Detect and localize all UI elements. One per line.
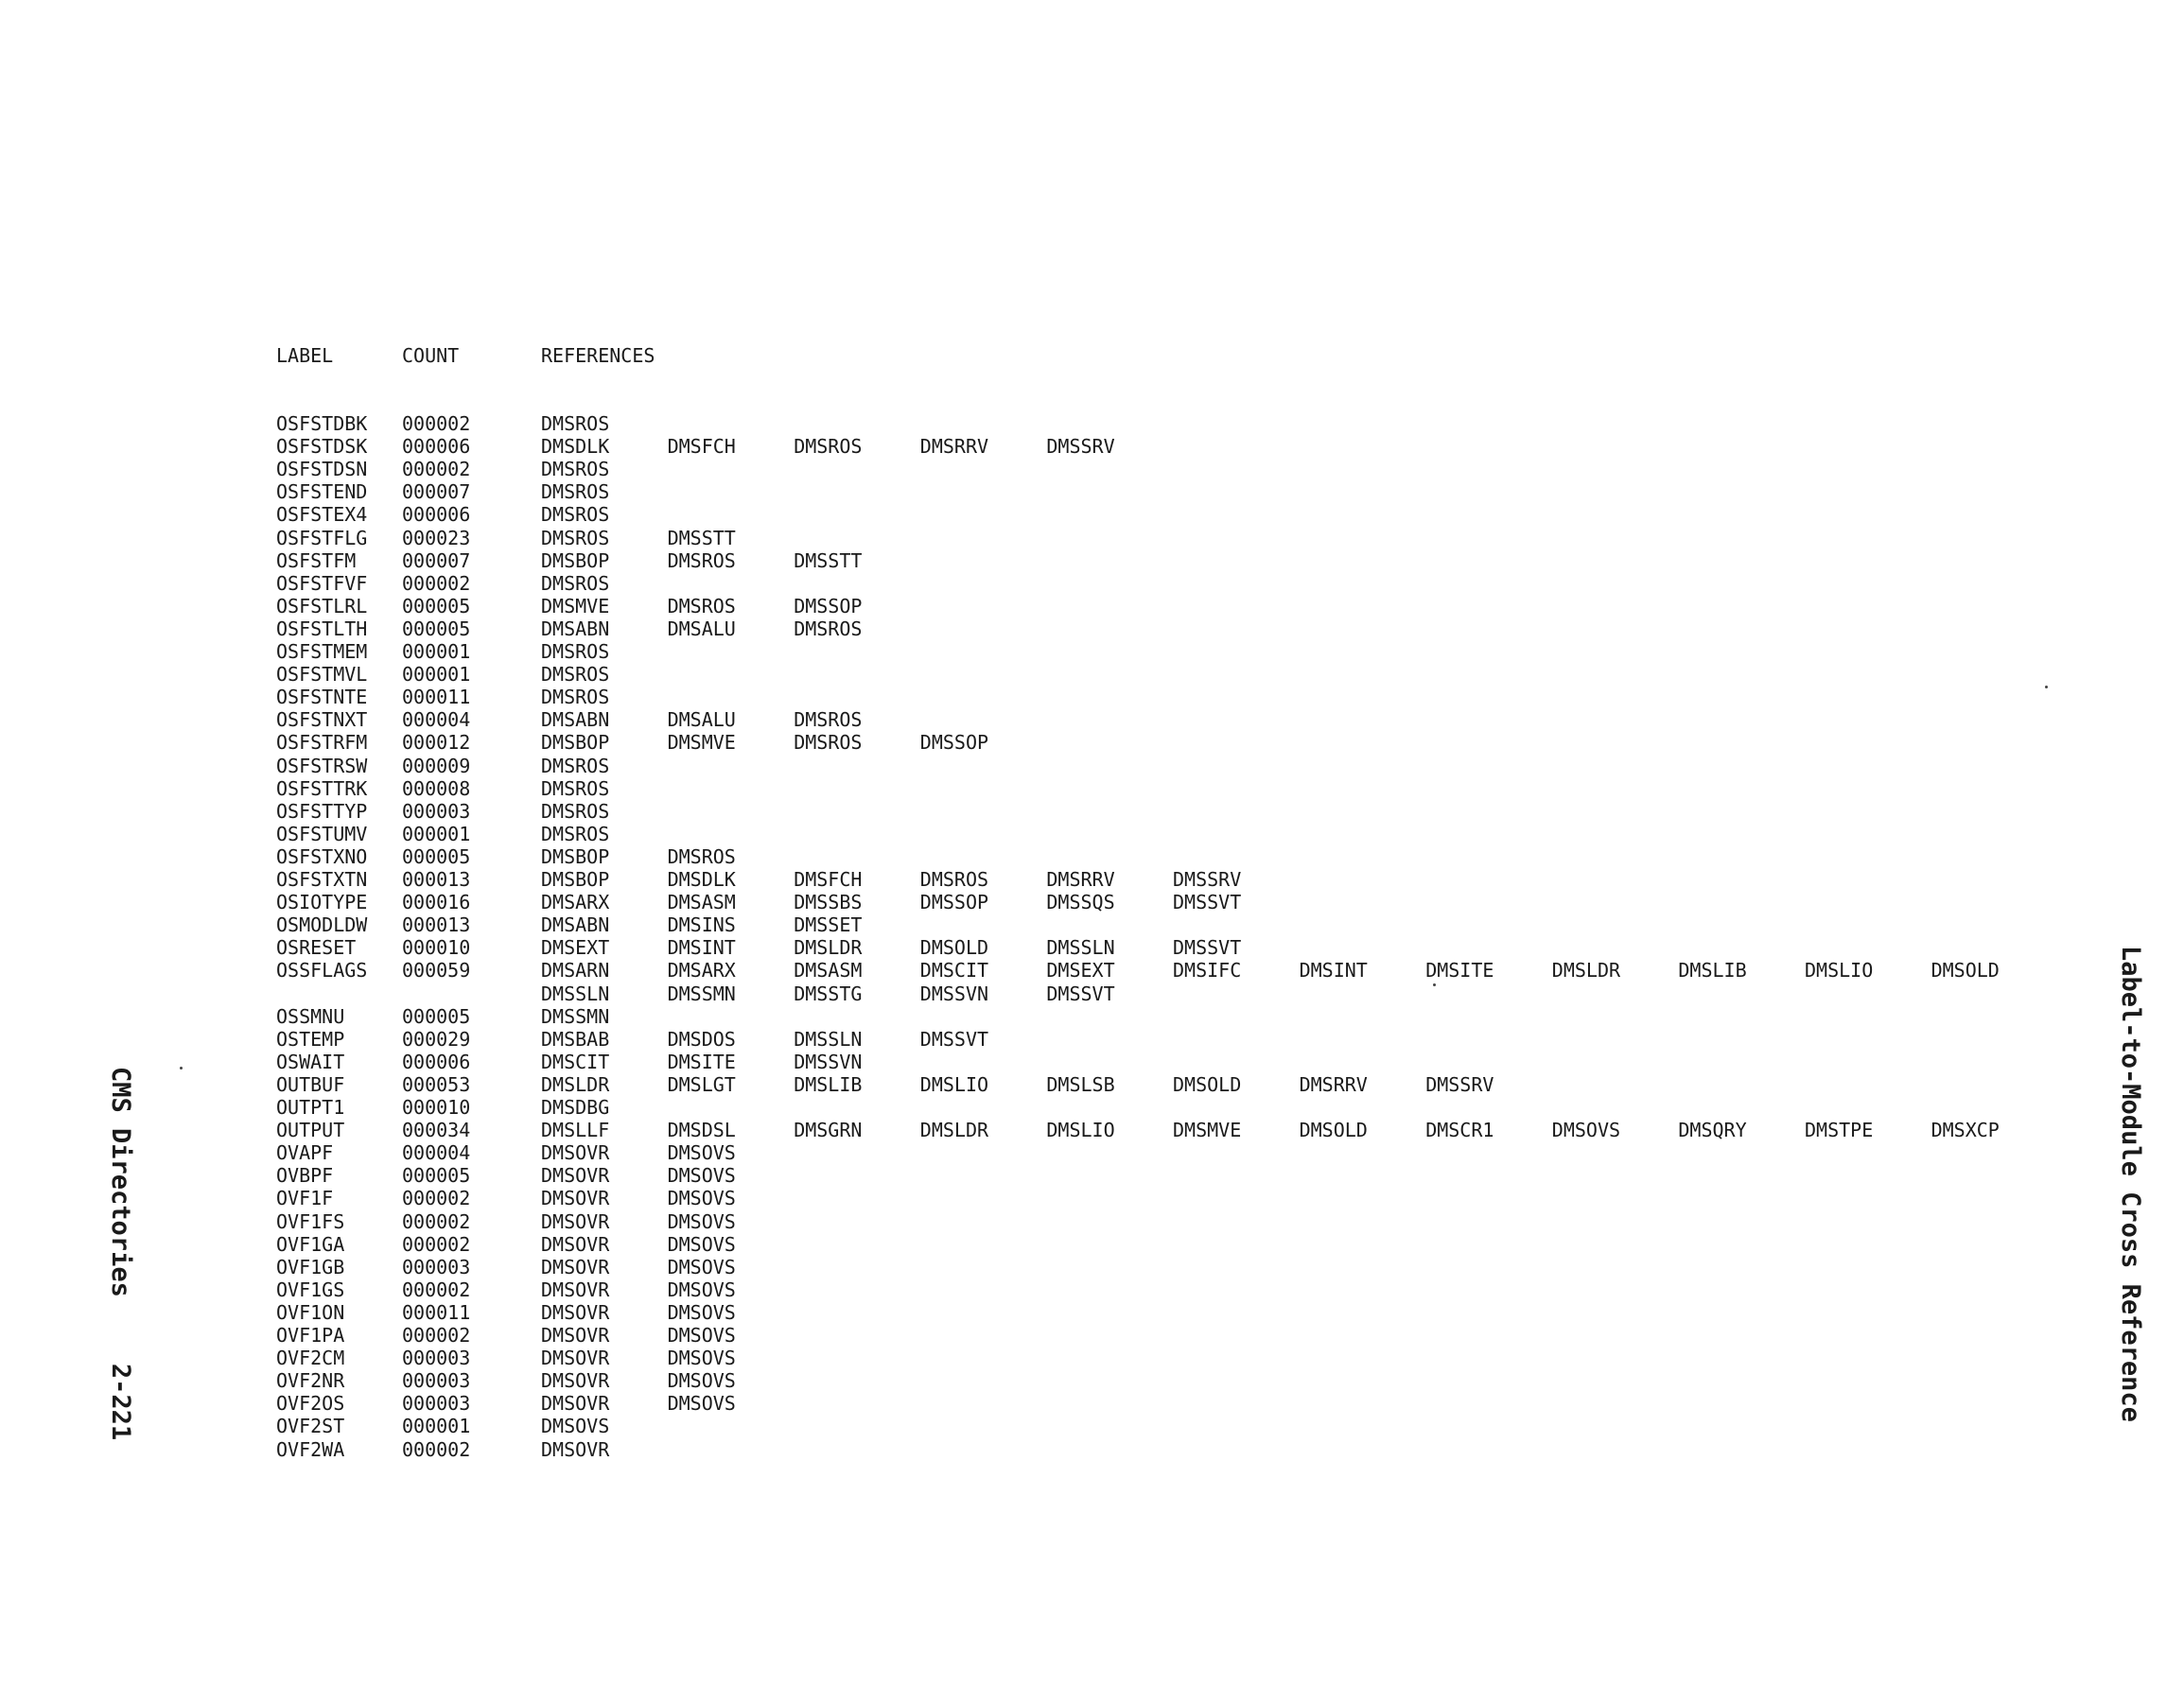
row-reference: DMSSLN	[1046, 936, 1115, 960]
row-label: OVAPF	[276, 1141, 334, 1165]
row-count: 000006	[402, 1050, 471, 1073]
row-reference: DMSOVS	[667, 1392, 736, 1416]
row-reference: DMSSTT	[794, 548, 863, 572]
row-reference: DMSROS	[541, 799, 610, 823]
row-count: 000002	[402, 458, 471, 481]
row-reference: DMSSQS	[1046, 891, 1115, 914]
row-count: 000003	[402, 1255, 471, 1278]
row-reference: DMSSVN	[794, 1050, 863, 1073]
row-reference: DMSOVS	[667, 1232, 736, 1256]
row-count: 000005	[402, 617, 471, 640]
row-reference: DMSLDR	[541, 1072, 610, 1096]
row-reference: DMSBOP	[541, 844, 610, 868]
row-label: OSSMNU	[276, 1004, 345, 1028]
row-reference: DMSOVS	[667, 1187, 736, 1210]
row-label: OSFSTRFM	[276, 731, 368, 755]
row-reference: DMSSTG	[794, 982, 863, 1005]
row-reference: DMSEXT	[1046, 959, 1115, 983]
row-reference: DMSOVR	[541, 1392, 610, 1416]
row-count: 000011	[402, 686, 471, 709]
row-count: 000001	[402, 822, 471, 845]
scan-speck	[2045, 686, 2048, 688]
row-reference: DMSSET	[794, 913, 863, 937]
row-reference: DMSMVE	[541, 594, 610, 617]
row-reference: DMSSMN	[667, 982, 736, 1005]
row-label: OSFSTLTH	[276, 617, 368, 640]
row-count: 000003	[402, 1347, 471, 1370]
row-reference: DMSOVS	[667, 1141, 736, 1165]
row-label: OVF1PA	[276, 1324, 345, 1347]
row-reference: DMSCIT	[919, 959, 989, 983]
row-reference: DMSBAB	[541, 1027, 610, 1051]
row-reference: DMSROS	[541, 822, 610, 845]
row-reference: DMSCIT	[541, 1050, 610, 1073]
row-label: OSTEMP	[276, 1027, 345, 1051]
row-label: OVF2NR	[276, 1369, 345, 1393]
row-reference: DMSRRV	[1299, 1072, 1368, 1096]
row-count: 000005	[402, 1004, 471, 1028]
row-label: OSFSTEND	[276, 480, 368, 504]
row-count: 000034	[402, 1119, 471, 1142]
row-reference: DMSROS	[541, 571, 610, 595]
row-reference: DMSALU	[667, 617, 736, 640]
row-count: 000059	[402, 959, 471, 983]
row-reference: DMSABN	[541, 708, 610, 732]
row-reference: DMSLLF	[541, 1119, 610, 1142]
row-count: 000001	[402, 663, 471, 687]
row-reference: DMSOVR	[541, 1187, 610, 1210]
row-label: OSRESET	[276, 936, 357, 960]
running-head-title: CMS Directories	[106, 1067, 135, 1297]
row-label: OUTPUT	[276, 1119, 345, 1142]
row-reference: DMSOVR	[541, 1209, 610, 1233]
row-count: 000005	[402, 594, 471, 617]
row-count: 000002	[402, 1324, 471, 1347]
row-count: 000001	[402, 640, 471, 663]
row-reference: DMSABN	[541, 617, 610, 640]
row-reference: DMSROS	[541, 776, 610, 800]
row-reference: DMSROS	[541, 663, 610, 687]
column-header-count: COUNT	[402, 344, 460, 367]
row-reference: DMSARN	[541, 959, 610, 983]
left-margin-running-head	[106, 1067, 134, 1440]
row-count: 000005	[402, 844, 471, 868]
row-label: OVBPF	[276, 1164, 334, 1188]
row-reference: DMSROS	[541, 412, 610, 435]
row-reference: DMSSMN	[541, 1004, 610, 1028]
row-count: 000016	[402, 891, 471, 914]
row-reference: DMSROS	[541, 480, 610, 504]
row-reference: DMSCR1	[1425, 1119, 1494, 1142]
row-label: OSFSTTRK	[276, 776, 368, 800]
row-reference: DMSOVS	[667, 1369, 736, 1393]
row-reference: DMSROS	[541, 526, 610, 549]
row-label: OSFSTUMV	[276, 822, 368, 845]
row-reference: DMSXCP	[1931, 1119, 2000, 1142]
row-count: 000002	[402, 571, 471, 595]
row-reference: DMSLSB	[1046, 1072, 1115, 1096]
row-reference: DMSDBG	[541, 1096, 610, 1119]
row-count: 000029	[402, 1027, 471, 1051]
row-reference: DMSFCH	[794, 868, 863, 891]
row-label: OVF1GS	[276, 1278, 345, 1301]
row-count: 000003	[402, 799, 471, 823]
row-reference: DMSMVE	[1173, 1119, 1242, 1142]
row-count: 000006	[402, 435, 471, 459]
row-reference: DMSLDR	[794, 936, 863, 960]
row-label: OSFSTXNO	[276, 844, 368, 868]
row-reference: DMSROS	[541, 754, 610, 777]
row-reference: DMSDLK	[541, 435, 610, 459]
row-reference: DMSLIB	[794, 1072, 863, 1096]
row-reference: DMSROS	[541, 640, 610, 663]
row-reference: DMSOLD	[919, 936, 989, 960]
row-reference: DMSROS	[794, 617, 863, 640]
row-label: OSIOTYPE	[276, 891, 368, 914]
row-reference: DMSARX	[667, 959, 736, 983]
row-count: 000002	[402, 1278, 471, 1301]
row-reference: DMSSVN	[919, 982, 989, 1005]
row-reference: DMSOVS	[667, 1347, 736, 1370]
row-count: 000004	[402, 1141, 471, 1165]
row-label: OUTBUF	[276, 1072, 345, 1096]
page-number: 2-221	[106, 1363, 135, 1441]
row-label: OSWAIT	[276, 1050, 345, 1073]
row-reference: DMSOVS	[667, 1324, 736, 1347]
row-reference: DMSARX	[541, 891, 610, 914]
row-reference: DMSSOP	[919, 891, 989, 914]
row-reference: DMSOVS	[667, 1300, 736, 1324]
row-reference: DMSOLD	[1173, 1072, 1242, 1096]
row-reference: DMSOVR	[541, 1369, 610, 1393]
row-reference: DMSSBS	[794, 891, 863, 914]
row-reference: DMSOVR	[541, 1232, 610, 1256]
column-header-references: REFERENCES	[541, 344, 655, 367]
row-reference: DMSOVS	[667, 1255, 736, 1278]
row-reference: DMSOLD	[1299, 1119, 1368, 1142]
row-count: 000011	[402, 1300, 471, 1324]
row-reference: DMSSVT	[1046, 982, 1115, 1005]
row-label: OVF1GA	[276, 1232, 345, 1256]
row-reference: DMSROS	[667, 594, 736, 617]
row-count: 000053	[402, 1072, 471, 1096]
row-reference: DMSOVR	[541, 1347, 610, 1370]
row-reference: DMSSTT	[667, 526, 736, 549]
row-reference: DMSSVT	[919, 1027, 989, 1051]
row-reference: DMSLIB	[1678, 959, 1747, 983]
row-count: 000002	[402, 1437, 471, 1461]
row-count: 000023	[402, 526, 471, 549]
row-label: OVF1FS	[276, 1209, 345, 1233]
column-header-label: LABEL	[276, 344, 334, 367]
row-label: OSFSTTYP	[276, 799, 368, 823]
row-reference: DMSABN	[541, 913, 610, 937]
row-label: OSFSTFM	[276, 548, 357, 572]
row-reference: DMSGRN	[794, 1119, 863, 1142]
row-count: 000004	[402, 708, 471, 732]
row-count: 000010	[402, 1096, 471, 1119]
row-label: OSFSTMVL	[276, 663, 368, 687]
row-label: OUTPT1	[276, 1096, 345, 1119]
row-reference: DMSFCH	[667, 435, 736, 459]
row-reference: DMSINT	[667, 936, 736, 960]
row-reference: DMSINS	[667, 913, 736, 937]
row-reference: DMSEXT	[541, 936, 610, 960]
row-count: 000013	[402, 913, 471, 937]
row-reference: DMSOVS	[1551, 1119, 1621, 1142]
row-label: OSFSTEX4	[276, 503, 368, 527]
scan-speck	[180, 1067, 183, 1070]
row-count: 000002	[402, 1187, 471, 1210]
row-label: OVF1GB	[276, 1255, 345, 1278]
row-count: 000007	[402, 480, 471, 504]
row-reference: DMSROS	[919, 868, 989, 891]
row-reference: DMSLIO	[919, 1072, 989, 1096]
row-count: 000006	[402, 503, 471, 527]
row-reference: DMSSOP	[919, 731, 989, 755]
row-reference: DMSROS	[541, 458, 610, 481]
row-label: OSFSTNXT	[276, 708, 368, 732]
row-reference: DMSSLN	[794, 1027, 863, 1051]
row-reference: DMSSRV	[1046, 435, 1115, 459]
row-reference: DMSSRV	[1425, 1072, 1494, 1096]
row-reference: DMSLIO	[1805, 959, 1874, 983]
row-label: OSFSTFLG	[276, 526, 368, 549]
row-label: OSFSTRSW	[276, 754, 368, 777]
row-reference: DMSOVS	[667, 1278, 736, 1301]
row-reference: DMSDLK	[667, 868, 736, 891]
row-reference: DMSROS	[794, 731, 863, 755]
row-reference: DMSIFC	[1173, 959, 1242, 983]
row-count: 000008	[402, 776, 471, 800]
row-reference: DMSLIO	[1046, 1119, 1115, 1142]
row-reference: DMSROS	[667, 548, 736, 572]
row-reference: DMSROS	[794, 708, 863, 732]
row-label: OSFSTDSN	[276, 458, 368, 481]
row-label: OSSFLAGS	[276, 959, 368, 983]
row-reference: DMSOLD	[1931, 959, 2000, 983]
row-reference: DMSASM	[667, 891, 736, 914]
row-label: OVF2CM	[276, 1347, 345, 1370]
row-reference: DMSOVS	[541, 1415, 610, 1438]
row-count: 000003	[402, 1369, 471, 1393]
row-reference: DMSROS	[541, 686, 610, 709]
row-count: 000003	[402, 1392, 471, 1416]
row-reference: DMSSRV	[1173, 868, 1242, 891]
scan-speck	[1433, 983, 1436, 986]
row-reference: DMSOVR	[541, 1300, 610, 1324]
row-reference: DMSITE	[667, 1050, 736, 1073]
row-reference: DMSOVS	[667, 1164, 736, 1188]
row-reference: DMSDSL	[667, 1119, 736, 1142]
row-label: OSFSTLRL	[276, 594, 368, 617]
row-label: OSMODLDW	[276, 913, 368, 937]
row-label: OSFSTFVF	[276, 571, 368, 595]
row-label: OVF2ST	[276, 1415, 345, 1438]
row-label: OSFSTMEM	[276, 640, 368, 663]
row-reference: DMSRRV	[1046, 868, 1115, 891]
row-count: 000002	[402, 412, 471, 435]
row-reference: DMSSVT	[1173, 891, 1242, 914]
row-reference: DMSOVR	[541, 1278, 610, 1301]
row-label: OVF1F	[276, 1187, 334, 1210]
row-label: OVF2WA	[276, 1437, 345, 1461]
row-count: 000001	[402, 1415, 471, 1438]
row-count: 000010	[402, 936, 471, 960]
row-label: OVF1ON	[276, 1300, 345, 1324]
row-reference: DMSOVR	[541, 1255, 610, 1278]
row-reference: DMSRRV	[919, 435, 989, 459]
row-reference: DMSTPE	[1805, 1119, 1874, 1142]
row-reference: DMSROS	[667, 844, 736, 868]
row-label: OSFSTDBK	[276, 412, 368, 435]
row-reference: DMSLDR	[919, 1119, 989, 1142]
row-reference: DMSASM	[794, 959, 863, 983]
row-reference: DMSLDR	[1551, 959, 1621, 983]
row-reference: DMSOVS	[667, 1209, 736, 1233]
row-reference: DMSDOS	[667, 1027, 736, 1051]
row-reference: DMSBOP	[541, 731, 610, 755]
row-reference: DMSMVE	[667, 731, 736, 755]
row-reference: DMSQRY	[1678, 1119, 1747, 1142]
row-reference: DMSROS	[794, 435, 863, 459]
row-reference: DMSLGT	[667, 1072, 736, 1096]
row-reference: DMSOVR	[541, 1164, 610, 1188]
row-reference: DMSROS	[541, 503, 610, 527]
row-reference: DMSOVR	[541, 1437, 610, 1461]
row-reference: DMSSVT	[1173, 936, 1242, 960]
row-count: 000005	[402, 1164, 471, 1188]
row-count: 000009	[402, 754, 471, 777]
row-reference: DMSSLN	[541, 982, 610, 1005]
row-reference: DMSINT	[1299, 959, 1368, 983]
row-label: OSFSTDSK	[276, 435, 368, 459]
row-count: 000002	[402, 1232, 471, 1256]
row-reference: DMSBOP	[541, 868, 610, 891]
row-reference: DMSOVR	[541, 1141, 610, 1165]
row-reference: DMSSOP	[794, 594, 863, 617]
row-label: OSFSTXTN	[276, 868, 368, 891]
row-count: 000013	[402, 868, 471, 891]
row-reference: DMSOVR	[541, 1324, 610, 1347]
row-reference: DMSBOP	[541, 548, 610, 572]
row-label: OSFSTNTE	[276, 686, 368, 709]
row-reference: DMSITE	[1425, 959, 1494, 983]
row-count: 000007	[402, 548, 471, 572]
row-count: 000012	[402, 731, 471, 755]
right-margin-running-head: Label-to-Module Cross Reference	[2116, 946, 2145, 1422]
row-count: 000002	[402, 1209, 471, 1233]
row-label: OVF2OS	[276, 1392, 345, 1416]
row-reference: DMSALU	[667, 708, 736, 732]
